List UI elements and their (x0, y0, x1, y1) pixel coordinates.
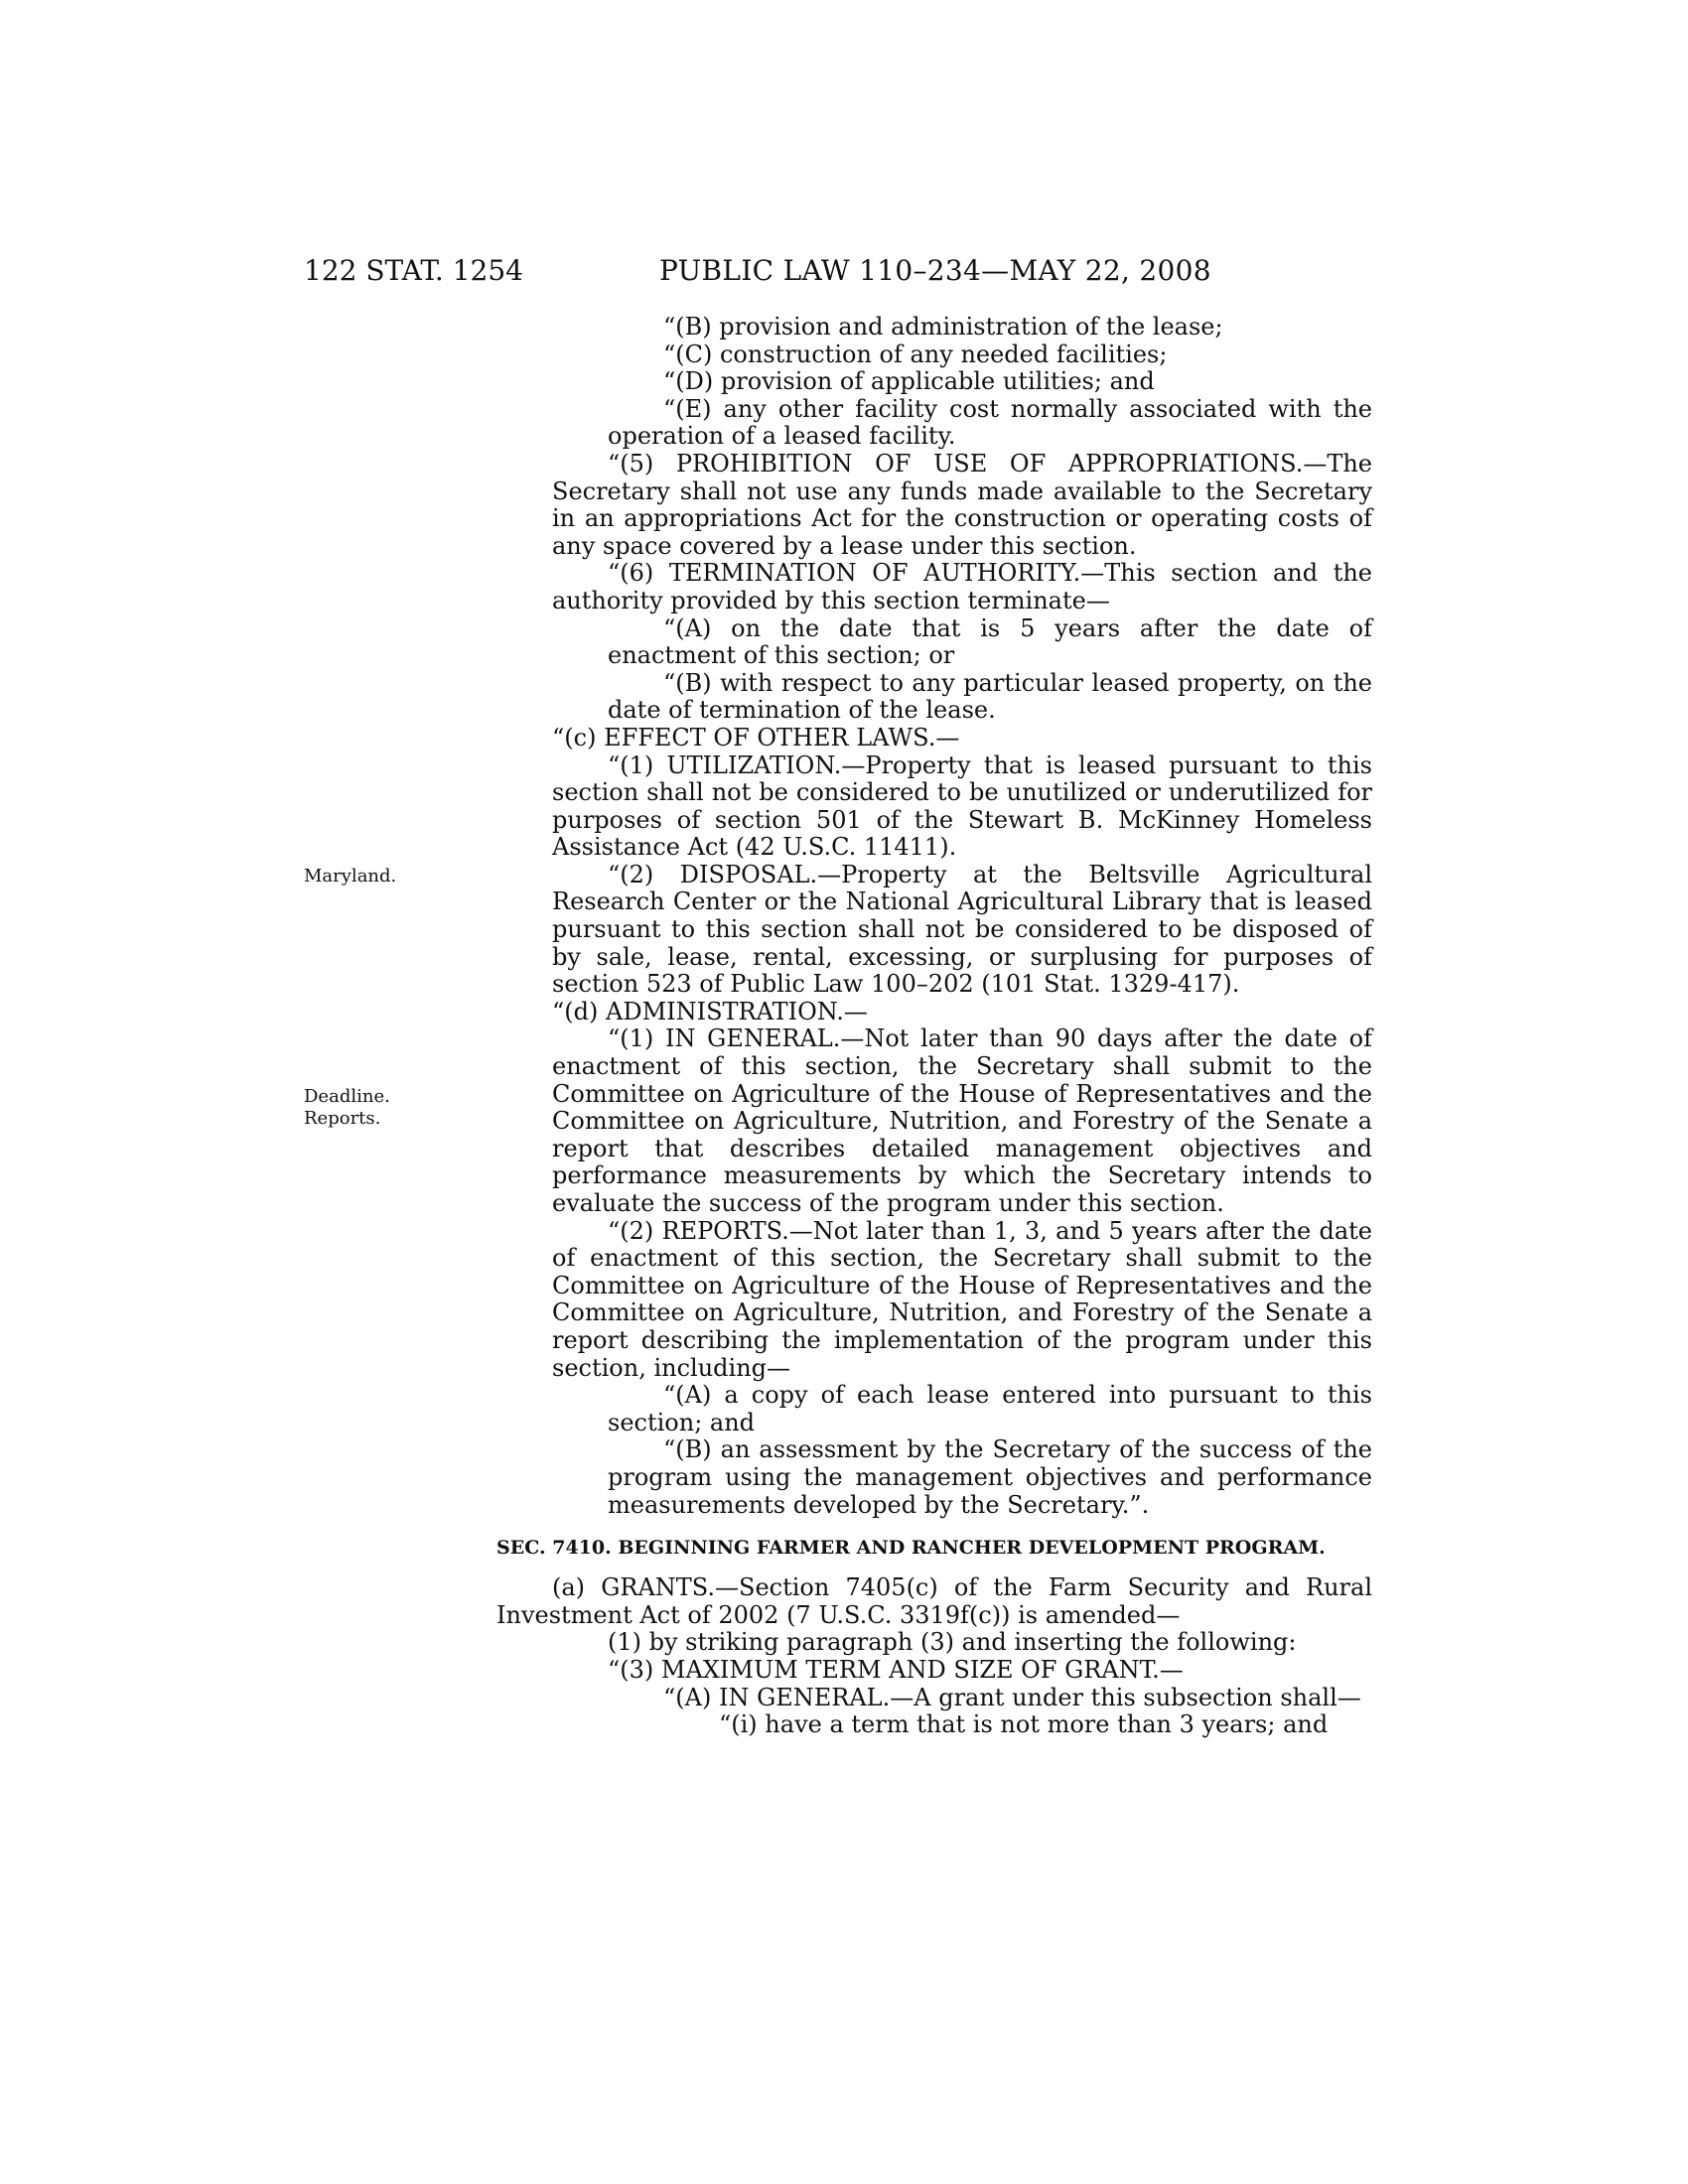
paragraph: “(B) provision and administration of the lease; (663, 313, 1223, 341)
paragraph: “(D) provision of applicable utilities; and (663, 367, 1155, 396)
margin-note-deadline: Deadline. (304, 1086, 390, 1107)
paragraph: “(2) REPORTS.—Not later than 1, 3, and 5 years after the date of enactment of this section, the Secretary shall submit to the Committee on Agriculture of the House of Representatives and the Committee on Agriculture, Nutrition, and Forestry of the Senate a report describing the implementation of the program under this section, including— (552, 1216, 1372, 1382)
paragraph: “(2) DISPOSAL.—Property at the Beltsville Agricultural Research Center or the National Agricultural Library that is leased pursuant to this section shall not be considered to be disposed of by sale, lease, rental, excessing, or surplusing for purposes of section 523 of Public Law 100–202 (101 Stat. 1329-417). (552, 860, 1372, 999)
paragraph: “(5) PROHIBITION OF USE OF APPROPRIATIONS.—The Secretary shall not use any funds made available to the Secretary in an appropriations Act for the construction or operating costs of any space covered by a lease under this section. (552, 449, 1372, 560)
paragraph: “(d) ADMINISTRATION.— (552, 997, 868, 1025)
paragraph: “(6) TERMINATION OF AUTHORITY.—This section and the authority provided by this section terminate— (552, 559, 1372, 614)
paragraph: “(C) construction of any needed facilities; (663, 340, 1168, 368)
paragraph: “(3) MAXIMUM TERM AND SIZE OF GRANT.— (608, 1655, 1184, 1684)
paragraph: “(1) UTILIZATION.—Property that is leased pursuant to this section shall not be considered to be unutilized or underutilized for purposes of section 501 of the Stewart B. McKinney Homeless Assistance Act (42 U.S.C. 11411). (552, 751, 1372, 862)
margin-note-maryland: Maryland. (304, 866, 397, 887)
page-header-title: PUBLIC LAW 110–234—MAY 22, 2008 (659, 254, 1211, 287)
paragraph: “(1) IN GENERAL.—Not later than 90 days after the date of enactment of this section, the Secretary shall submit to the Committee on Agriculture of the House of Representatives and the Committee on Agriculture, Nutrition, and Forestry of the Senate a report that describes detailed management objectives and performance measurements by which the Secretary intends to evaluate the success of the program under this section. (552, 1024, 1372, 1217)
paragraph: (1) by striking paragraph (3) and inserting the following: (608, 1628, 1297, 1657)
paragraph: “(B) with respect to any particular leased property, on the date of termination of the lease. (608, 668, 1372, 725)
statute-body (496, 313, 1372, 1739)
paragraph: “(B) an assessment by the Secretary of the success of the program using the management objectives and performance measurements developed by the Secretary.”. (608, 1435, 1372, 1519)
paragraph: “(E) any other facility cost normally associated with the operation of a leased facility. (608, 394, 1372, 451)
margin-note-reports: Reports. (304, 1108, 381, 1129)
paragraph: “(A) IN GENERAL.—A grant under this subsection shall— (663, 1683, 1361, 1711)
paragraph: “(A) a copy of each lease entered into pursuant to this section; and (608, 1381, 1372, 1436)
paragraph: (a) GRANTS.—Section 7405(c) of the Farm Security and Rural Investment Act of 2002 (7 U.S.C. 3319f(c)) is amended— (496, 1573, 1372, 1629)
page-stat-citation: 122 STAT. 1254 (304, 254, 523, 287)
paragraph: “(A) on the date that is 5 years after the date of enactment of this section; or (608, 614, 1372, 670)
paragraph: “(i) have a term that is not more than 3 years; and (719, 1710, 1329, 1739)
section-heading: SEC. 7410. BEGINNING FARMER AND RANCHER DEVELOPMENT PROGRAM. (496, 1537, 1326, 1560)
paragraph: “(c) EFFECT OF OTHER LAWS.— (552, 723, 960, 751)
